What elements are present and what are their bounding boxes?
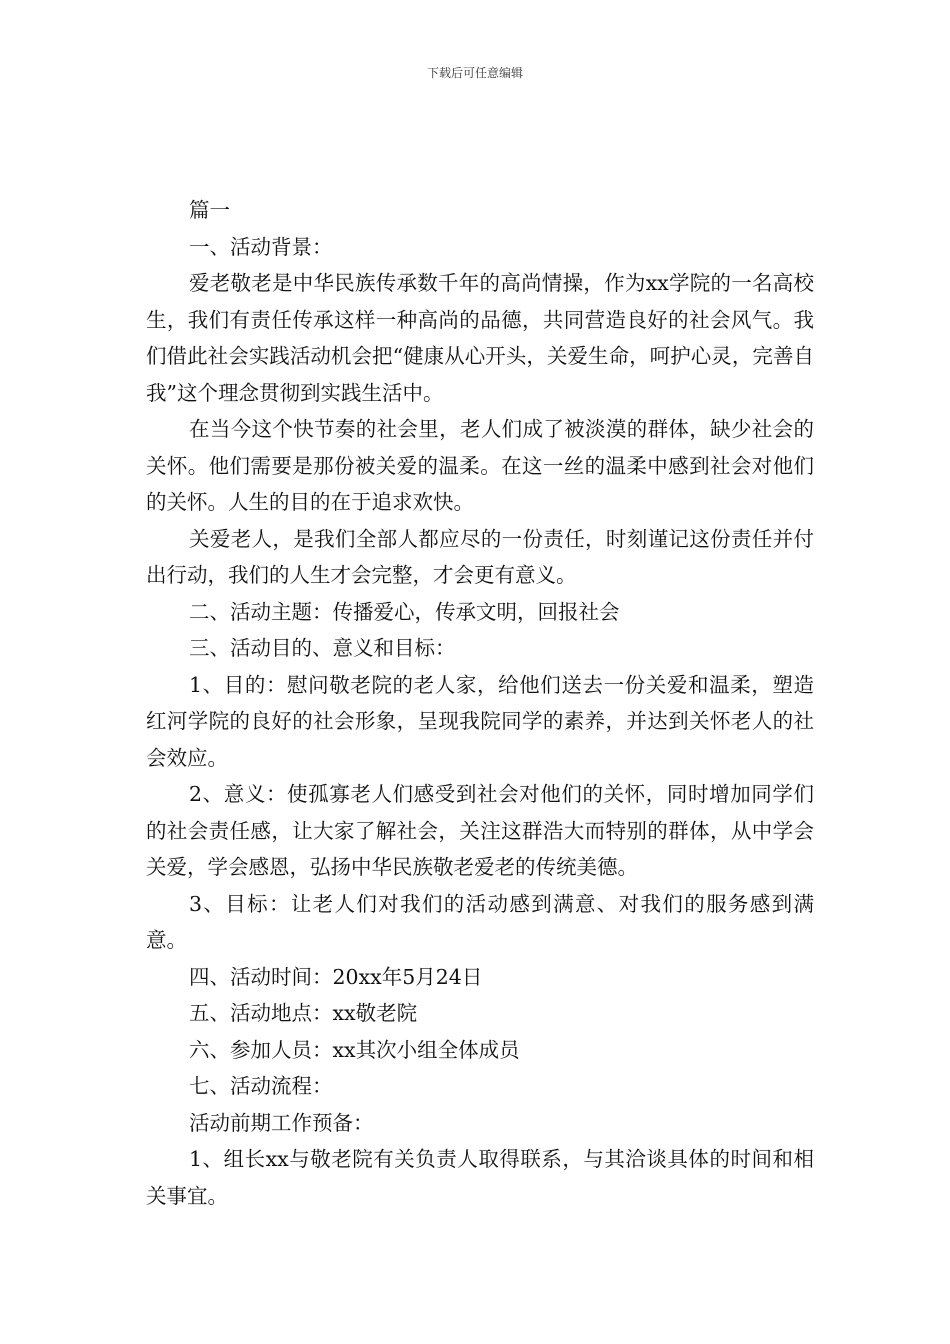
- heading-purpose: 三、活动目的、意义和目标：: [189, 636, 456, 660]
- heading-background: 一、活动背景：: [189, 234, 333, 259]
- document-body: [146, 192, 814, 1214]
- item-preparation-1: 1、组长xx与敬老院有关负责人取得联系，与其洽谈具体的时间和相关事宜。: [146, 1147, 814, 1208]
- item-significance: 2、意义：使孤寡老人们感受到社会对他们的关怀，同时增加同学们的社会责任感，让大家了解社会，关注这群浩大而特别的群体，从中学会关爱，学会感恩，弘扬中华民族敬老爱老的传统美德。: [146, 782, 814, 879]
- subheading-preparation: 活动前期工作预备：: [189, 1110, 374, 1135]
- paragraph-background-3: 关爱老人，是我们全部人都应尽的一份责任，时刻谨记这份责任并付出行动，我们的人生才会完整，才会更有意义。: [146, 526, 814, 587]
- page-header: 下载后可任意编辑: [426, 66, 523, 80]
- section-title: 篇一: [189, 198, 230, 222]
- item-purpose: 1、目的：慰问敬老院的老人家，给他们送去一份关爱和温柔，塑造红河学院的良好的社会形象，呈现我院同学的素养，并达到关怀老人的社会效应。: [146, 672, 814, 770]
- heading-process: 七、活动流程：: [189, 1074, 333, 1098]
- paragraph-background-2: 在当今这个快节奏的社会里，老人们成了被淡漠的群体，缺少社会的关怀。他们需要是那份被关爱的温柔。在这一丝的温柔中感到社会对他们的关怀。人生的目的在于追求欢快。: [146, 417, 814, 514]
- heading-theme: 二、活动主题：传播爱心，传承文明，回报社会: [189, 599, 620, 624]
- heading-location: 五、活动地点：xx敬老院: [189, 1001, 418, 1025]
- paragraph-background-1: 爱老敬老是中华民族传承数千年的高尚情操，作为xx学院的一名高校生，我们有责任传承这样一种高尚的品德，共同营造良好的社会风气。我们借此社会实践活动机会把“健康从心开头，关爱生命，呵护心灵，完善自我”这个理念贯彻到实践生活中。: [146, 271, 814, 405]
- heading-participants: 六、参加人员：xx其次小组全体成员: [189, 1037, 520, 1062]
- item-goal: 3、目标：让老人们对我们的活动感到满意、对我们的服务感到满意。: [146, 891, 814, 952]
- heading-time: 四、活动时间：20xx年5月24日: [189, 964, 483, 989]
